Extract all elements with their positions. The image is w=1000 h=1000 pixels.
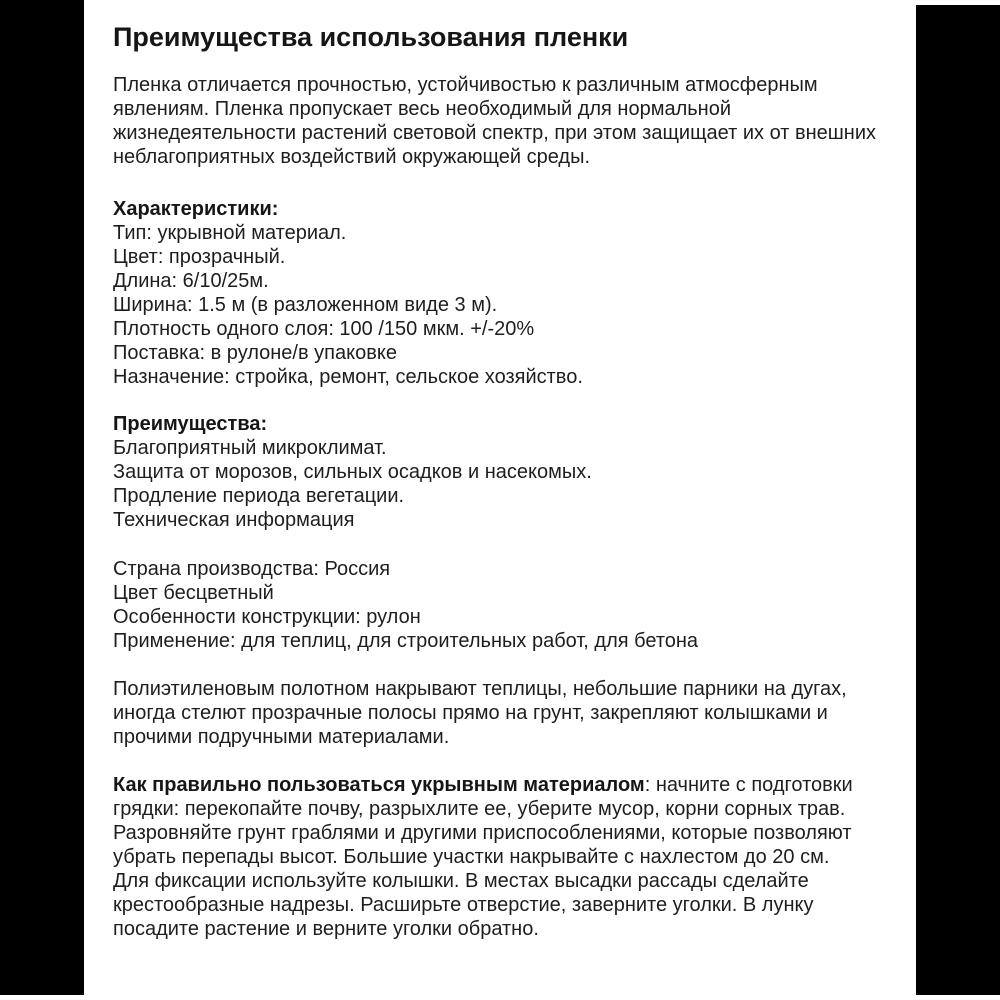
howto-lead-bold: Как правильно пользоваться укрывным материалом [113, 774, 645, 796]
characteristic-item: Цвет: прозрачный. [113, 246, 286, 268]
left-black-bar [0, 0, 84, 995]
product-detail-item: Страна производства: Россия [113, 558, 391, 580]
intro-line: неблагоприятных воздействий окружающей среды. [113, 146, 591, 168]
advantages-section [113, 412, 913, 532]
howto-lead-line [113, 773, 913, 797]
howto-line: Разровняйте грунт граблями и другими приспособлениями, которые позволяют [113, 822, 852, 844]
howto-line: посадите растение и верните уголки обратно. [113, 918, 539, 940]
characteristics-heading: Характеристики: [113, 198, 279, 220]
characteristic-item: Плотность одного слоя: 100 /150 мкм. +/-20% [113, 318, 535, 340]
characteristic-item: Длина: 6/10/25м. [113, 270, 269, 292]
characteristics-list [113, 221, 913, 389]
product-detail-item: Цвет бесцветный [113, 582, 274, 604]
howto-line: грядки: перекопайте почву, разрыхлите ее, уберите мусор, корни сорных трав. [113, 798, 846, 820]
characteristic-item: Поставка: в рулоне/в упаковке [113, 342, 397, 364]
intro-paragraph [113, 73, 913, 169]
usage-line: прочими подручными материалами. [113, 726, 450, 748]
howto-lead-rest: : начните с подготовки [644, 774, 853, 796]
advantages-list [113, 436, 913, 532]
product-details-list [113, 557, 913, 653]
advantage-item: Техническая информация [113, 509, 355, 531]
characteristic-item: Ширина: 1.5 м (в разложенном виде 3 м). [113, 294, 498, 316]
howto-line: крестообразные надрезы. Расширьте отверстие, заверните уголки. В лунку [113, 894, 814, 916]
usage-line: Полиэтиленовым полотном накрывают теплицы, небольшие парники на дугах, [113, 678, 847, 700]
usage-line: иногда стелют прозрачные полосы прямо на грунт, закрепляют колышками и [113, 702, 828, 724]
howto-line: Для фиксации используйте колышки. В местах высадки рассады сделайте [113, 870, 809, 892]
intro-line: явлениям. Пленка пропускает весь необходимый для нормальной [113, 98, 732, 120]
howto-lines [113, 797, 913, 941]
product-detail-item: Применение: для теплиц, для строительных работ, для бетона [113, 630, 699, 652]
advantages-heading: Преимущества: [113, 413, 268, 435]
product-detail-item: Особенности конструкции: рулон [113, 606, 421, 628]
advantage-item: Благоприятный микроклимат. [113, 437, 387, 459]
page-title: Преимущества использования пленки [113, 22, 629, 52]
advantage-item: Защита от морозов, сильных осадков и насекомых. [113, 461, 592, 483]
right-black-bar [916, 5, 1000, 995]
howto-line: убрать перепады высот. Большие участки накрывайте с нахлестом до 20 см. [113, 846, 830, 868]
characteristic-item: Назначение: стройка, ремонт, сельское хозяйство. [113, 366, 583, 388]
document-content [113, 0, 913, 941]
advantage-item: Продление периода вегетации. [113, 485, 405, 507]
usage-paragraph [113, 677, 913, 749]
howto-paragraph [113, 773, 913, 941]
characteristics-section [113, 197, 913, 389]
characteristic-item: Тип: укрывной материал. [113, 222, 347, 244]
intro-line: Пленка отличается прочностью, устойчивостью к различным атмосферным [113, 74, 818, 96]
intro-line: жизнедеятельности растений световой спектр, при этом защищает их от внешних [113, 122, 877, 144]
